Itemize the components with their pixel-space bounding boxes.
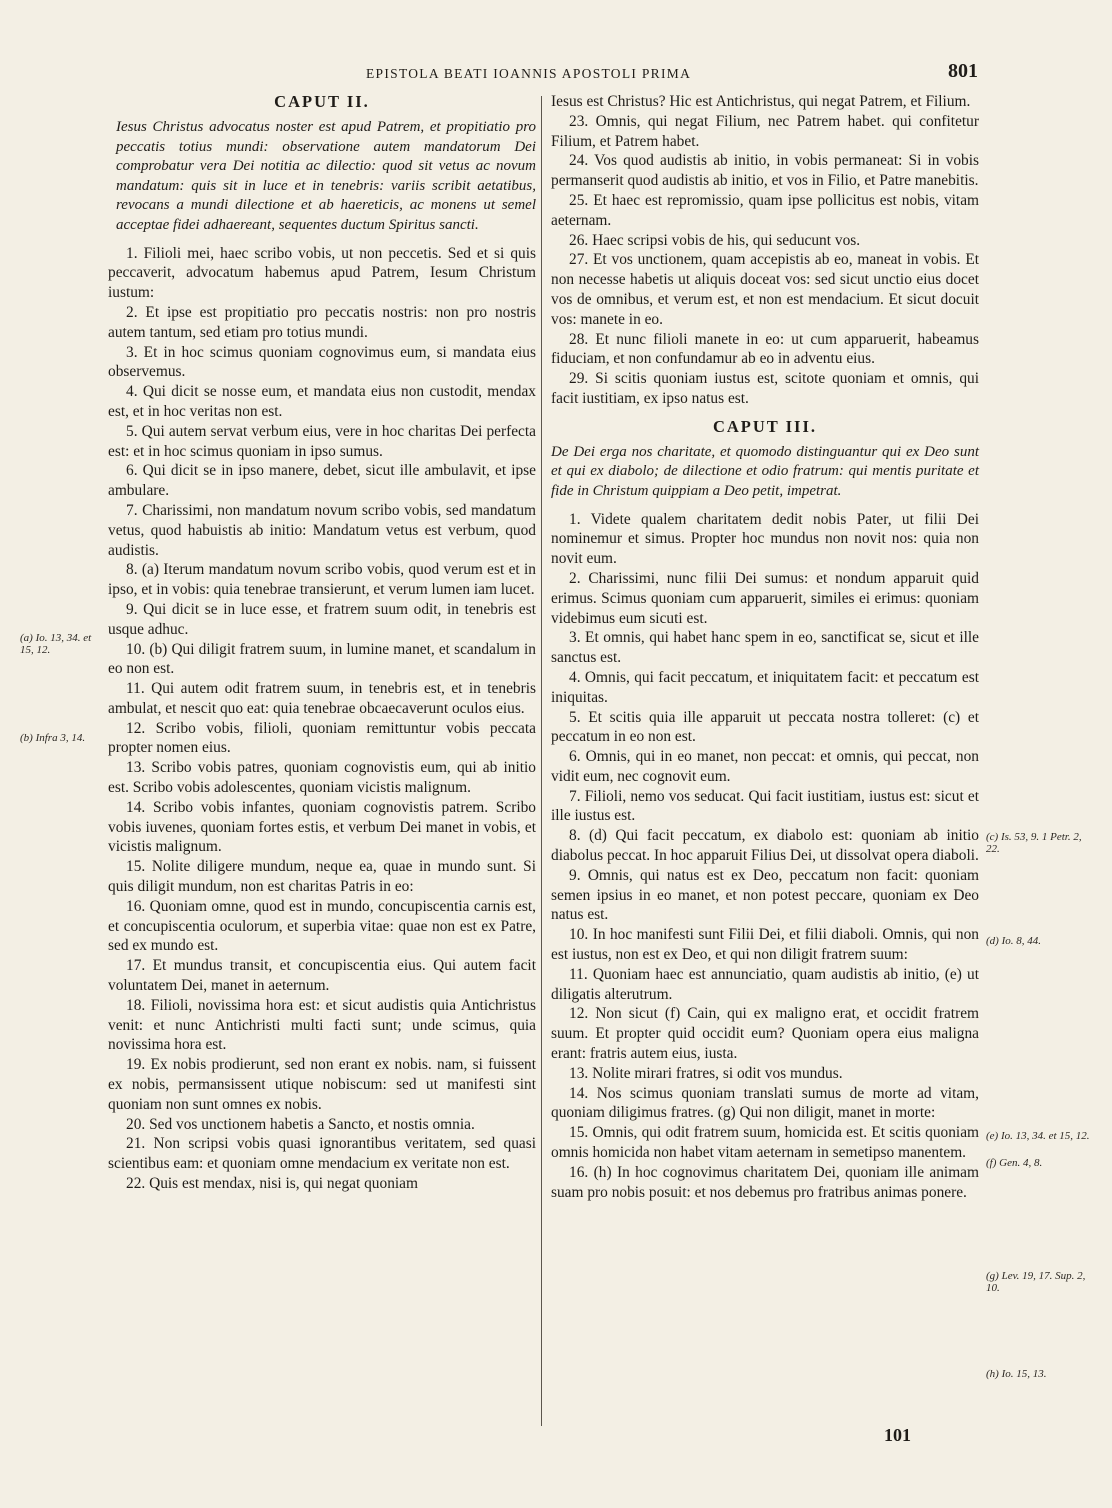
verse-2-8: 8. (a) Iterum mandatum novum scribo vobis, quod verum est et in ipso, et in vobis: quia tenebrae transierunt, et verum lumen iam lucet. [108, 561, 536, 599]
verse-2-10: 10. (b) Qui diligit fratrem suum, in lumine manet, et scandalum in eo non est. [108, 640, 536, 678]
verse-2-7: 7. Charissimi, non mandatum novum scribo vobis, sed mandatum vetus, quod habuistis ab initio: Mandatum vetus est verbum, quod audistis. [108, 501, 536, 559]
left-column [108, 92, 536, 1194]
verse-2-29: 29. Si scitis quoniam iustus est, scitote quoniam et omnis, qui facit iustitiam, ex ipso natus est. [551, 370, 979, 407]
verse-3-13: 13. Nolite mirari fratres, si odit vos mundus. [569, 1064, 843, 1082]
verse-2-2: 2. Et ipse est propitiatio pro peccatis nostris: non pro nostris autem tantum, sed etiam pro totius mundi. [108, 303, 536, 341]
running-title: EPISTOLA BEATI IOANNIS APOSTOLI PRIMA [366, 66, 692, 81]
chapter-heading-caput-iii: CAPUT III. [712, 416, 818, 436]
verse-3-4: 4. Omnis, qui facit peccatum, et iniquitatem facit: et peccatum est iniquitas. [551, 668, 979, 706]
verse-3-16: 16. (h) In hoc cognovimus charitatem Dei, quoniam ille animam suam pro nobis posuit: et nos debemus pro fratribus animas ponere. [551, 1163, 979, 1201]
verse-3-9: 9. Omnis, qui natus est ex Deo, peccatum non facit: quoniam semen ipsius in eo manet, et non potest peccare, quoniam ex Deo natus est. [551, 866, 979, 924]
margin-note-e: (e) Io. 13, 34. et 15, 12. [986, 1130, 1090, 1142]
verse-2-17: 17. Et mundus transit, et concupiscentia eius. Qui autem facit voluntatem Dei, manet in aeternum. [108, 957, 536, 995]
verse-2-27: 27. Et vos unctionem, quam accepistis ab eo, maneat in vobis. Et non necesse habetis ut aliquis doceat vos: sed sicut unctio eius docet vos de omnibus, et verum est, et non est mendacium. Et sicut docuit vos: manete in eo. [551, 251, 979, 328]
verse-2-18: 18. Filioli, novissima hora est: et sicut audistis quia Antichristus venit: et nunc Antichristi multi facti sunt; unde scimus, quia novissima hora est. [108, 996, 536, 1054]
chapter-summary-iii: De Dei erga nos charitate, et quomodo distinguantur qui ex Deo sunt et qui ex diabolo; de dilectione et odio fratrum: qui mentis puritate et fide in Christum quippiam a Deo petit, impetrat. [551, 443, 979, 499]
verse-3-14: 14. Nos scimus quoniam translati sumus de morte ad vitam, quoniam diligimus fratres. (g) Qui non diligit, manet in morte: [551, 1084, 979, 1122]
verse-2-4: 4. Qui dicit se nosse eum, et mandata eius non custodit, mendax est, et in hoc veritas non est. [108, 383, 536, 420]
verse-2-14: 14. Scribo vobis infantes, quoniam cognovistis patrem. Scribo vobis iuvenes, quoniam fortes estis, et verbum Dei manet in vobis, et vicistis malignum. [108, 798, 536, 856]
chapter-summary-ii: Iesus Christus advocatus noster est apud Patrem, et propitiatio pro peccatis totius mundi: observatione autem mandatorum Dei comprobatur vera Dei notitia ac dilectio: quod sit vetus ac novum mandatum: quis sit in luce et in tenebris: variis scribit aetatibus, revocans a mundi dilectione et ab haereticis, ac monens ut semel acceptae fidei adhaereant, sequentes ductum Spiritus sancti. [116, 119, 536, 233]
verse-3-12: 12. Non sicut (f) Cain, qui ex maligno erat, et occidit fratrem suum. Et propter quid occidit eum? Quoniam opera eius maligna erant: fratris autem eius, iusta. [551, 1005, 979, 1063]
signature-number: 101 [884, 1425, 911, 1445]
verse-2-24: 24. Vos quod audistis ab initio, in vobis permaneat: Si in vobis permanserit quod audistis ab initio, et vos in Filio, et Patre manebitis. [551, 152, 979, 190]
verse-2-20: 20. Sed vos unctionem habetis a Sancto, et nostis omnia. [126, 1115, 475, 1133]
verse-2-5: 5. Qui autem servat verbum eius, vere in hoc charitas Dei perfecta est: et in hoc scimus quoniam in ipso sumus. [108, 422, 536, 460]
verse-2-26: 26. Haec scripsi vobis de his, qui seducunt vos. [569, 231, 861, 249]
page-number: 801 [948, 60, 978, 82]
verse-2-12: 12. Scribo vobis, filioli, quoniam remittuntur vobis peccata propter nomen eius. [108, 719, 536, 757]
verse-2-16: 16. Quoniam omne, quod est in mundo, concupiscentia carnis est, et concupiscentia oculorum, et superbia vitae: quae non est ex Patre, sed ex mundo est. [108, 897, 536, 955]
margin-note-a: (a) Io. 13, 34. et 15, 12. [20, 632, 92, 656]
running-head [108, 62, 978, 86]
verse-2-1: 1. Filioli mei, haec scribo vobis, ut non peccetis. Sed et si quis peccaverit, advocatum habemus apud Patrem, Iesum Christum iustum: [108, 244, 536, 302]
verse-2-15: 15. Nolite diligere mundum, neque ea, quae in mundo sunt. Si quis diligit mundum, non est charitas Patris in eo: [108, 858, 536, 896]
verse-2-25: 25. Et haec est repromissio, quam ipse pollicitus est nobis, vitam aeternam. [551, 191, 979, 229]
margin-note-b: (b) Infra 3, 14. [20, 732, 86, 744]
verse-2-22: 22. Quis est mendax, nisi is, qui negat quoniam [126, 1175, 418, 1193]
margin-note-f: (f) Gen. 4, 8. [986, 1157, 1043, 1169]
verse-3-7: 7. Filioli, nemo vos seducat. Qui facit iustitiam, iustus est: sicut et ille iustus est. [551, 787, 979, 825]
verse-2-6: 6. Qui dicit se in ipso manere, debet, sicut ille ambulavit, et ipse ambulare. [108, 462, 536, 500]
verse-2-19: 19. Ex nobis prodierunt, sed non erant ex nobis. nam, si fuissent ex nobis, permansissent utique nobiscum: sed ut manifesti sint quoniam non sunt omnes ex nobis. [108, 1056, 536, 1113]
verse-2-13: 13. Scribo vobis patres, quoniam cognovistis eum, qui ab initio est. Scribo vobis adolescentes, quoniam vicistis malignum. [108, 759, 536, 797]
margin-note-h: (h) Io. 15, 13. [986, 1368, 1047, 1380]
verse-2-22-continuation: Iesus est Christus? Hic est Antichristus, qui negat Patrem, et Filium. [551, 93, 971, 110]
verse-2-28: 28. Et nunc filioli manete in eo: ut cum apparuerit, habeamus fiduciam, et non confundamur ab eo in adventu eius. [551, 330, 979, 368]
chapter-heading-caput-ii: CAPUT II. [274, 92, 370, 111]
verse-3-5: 5. Et scitis quia ille apparuit ut peccata nostra tolleret: (c) et peccatum in eo non est. [551, 708, 979, 746]
margin-note-g: (g) Lev. 19, 17. Sup. 2, 10. [986, 1270, 1086, 1294]
verse-2-23: 23. Omnis, qui negat Filium, nec Patrem habet. qui confitetur Filium, et Patrem habet. [551, 112, 979, 150]
column-divider [541, 96, 542, 1426]
verse-3-6: 6. Omnis, qui in eo manet, non peccat: et omnis, qui peccat, non vidit eum, nec cognovit eum. [551, 748, 979, 785]
verse-3-2: 2. Charissimi, nunc filii Dei sumus: et nondum apparuit quid erimus. Scimus quoniam cum apparuerit, similes ei erimus: quoniam videbimus eum sicuti est. [551, 569, 979, 627]
verse-2-9: 9. Qui dicit se in luce esse, et fratrem suum odit, in tenebris est usque adhuc. [108, 600, 536, 638]
verse-3-3: 3. Et omnis, qui habet hanc spem in eo, sanctificat se, sicut et ille sanctus est. [551, 629, 979, 667]
verse-3-10: 10. In hoc manifesti sunt Filii Dei, et filii diaboli. Omnis, qui non est iustus, non est ex Deo, et qui non diligit fratrem suum: [551, 926, 979, 964]
verse-2-3: 3. Et in hoc scimus quoniam cognovimus eum, si mandata eius observemus. [108, 343, 536, 381]
right-column [551, 92, 979, 1202]
verse-3-15: 15. Omnis, qui odit fratrem suum, homicida est. Et scitis quoniam omnis homicida non habet vitam aeternam in semetipso manentem. [551, 1124, 979, 1162]
margin-note-d: (d) Io. 8, 44. [986, 935, 1041, 947]
verse-3-1: 1. Videte qualem charitatem dedit nobis Pater, ut filii Dei nominemur et simus. Propter hoc mundus non novit nos: quia non novit eum. [551, 510, 979, 568]
margin-note-c: (c) Is. 53, 9. 1 Petr. 2, 22. [986, 831, 1082, 855]
verse-2-11: 11. Qui autem odit fratrem suum, in tenebris est, et in tenebris ambulat, et nescit quo eat: quia tenebrae obcaecaverunt oculos eius. [108, 680, 536, 717]
verse-3-11: 11. Quoniam haec est annunciatio, quam audistis ab initio, (e) ut diligatis alterutrum. [551, 965, 979, 1003]
verse-2-21: 21. Non scripsi vobis quasi ignorantibus veritatem, sed quasi scientibus eam: et quoniam omne mendacium ex veritate non est. [108, 1135, 536, 1173]
verse-3-8: 8. (d) Qui facit peccatum, ex diabolo est: quoniam ab initio diabolus peccat. In hoc apparuit Filius Dei, ut dissolvat opera diaboli. [551, 827, 979, 865]
